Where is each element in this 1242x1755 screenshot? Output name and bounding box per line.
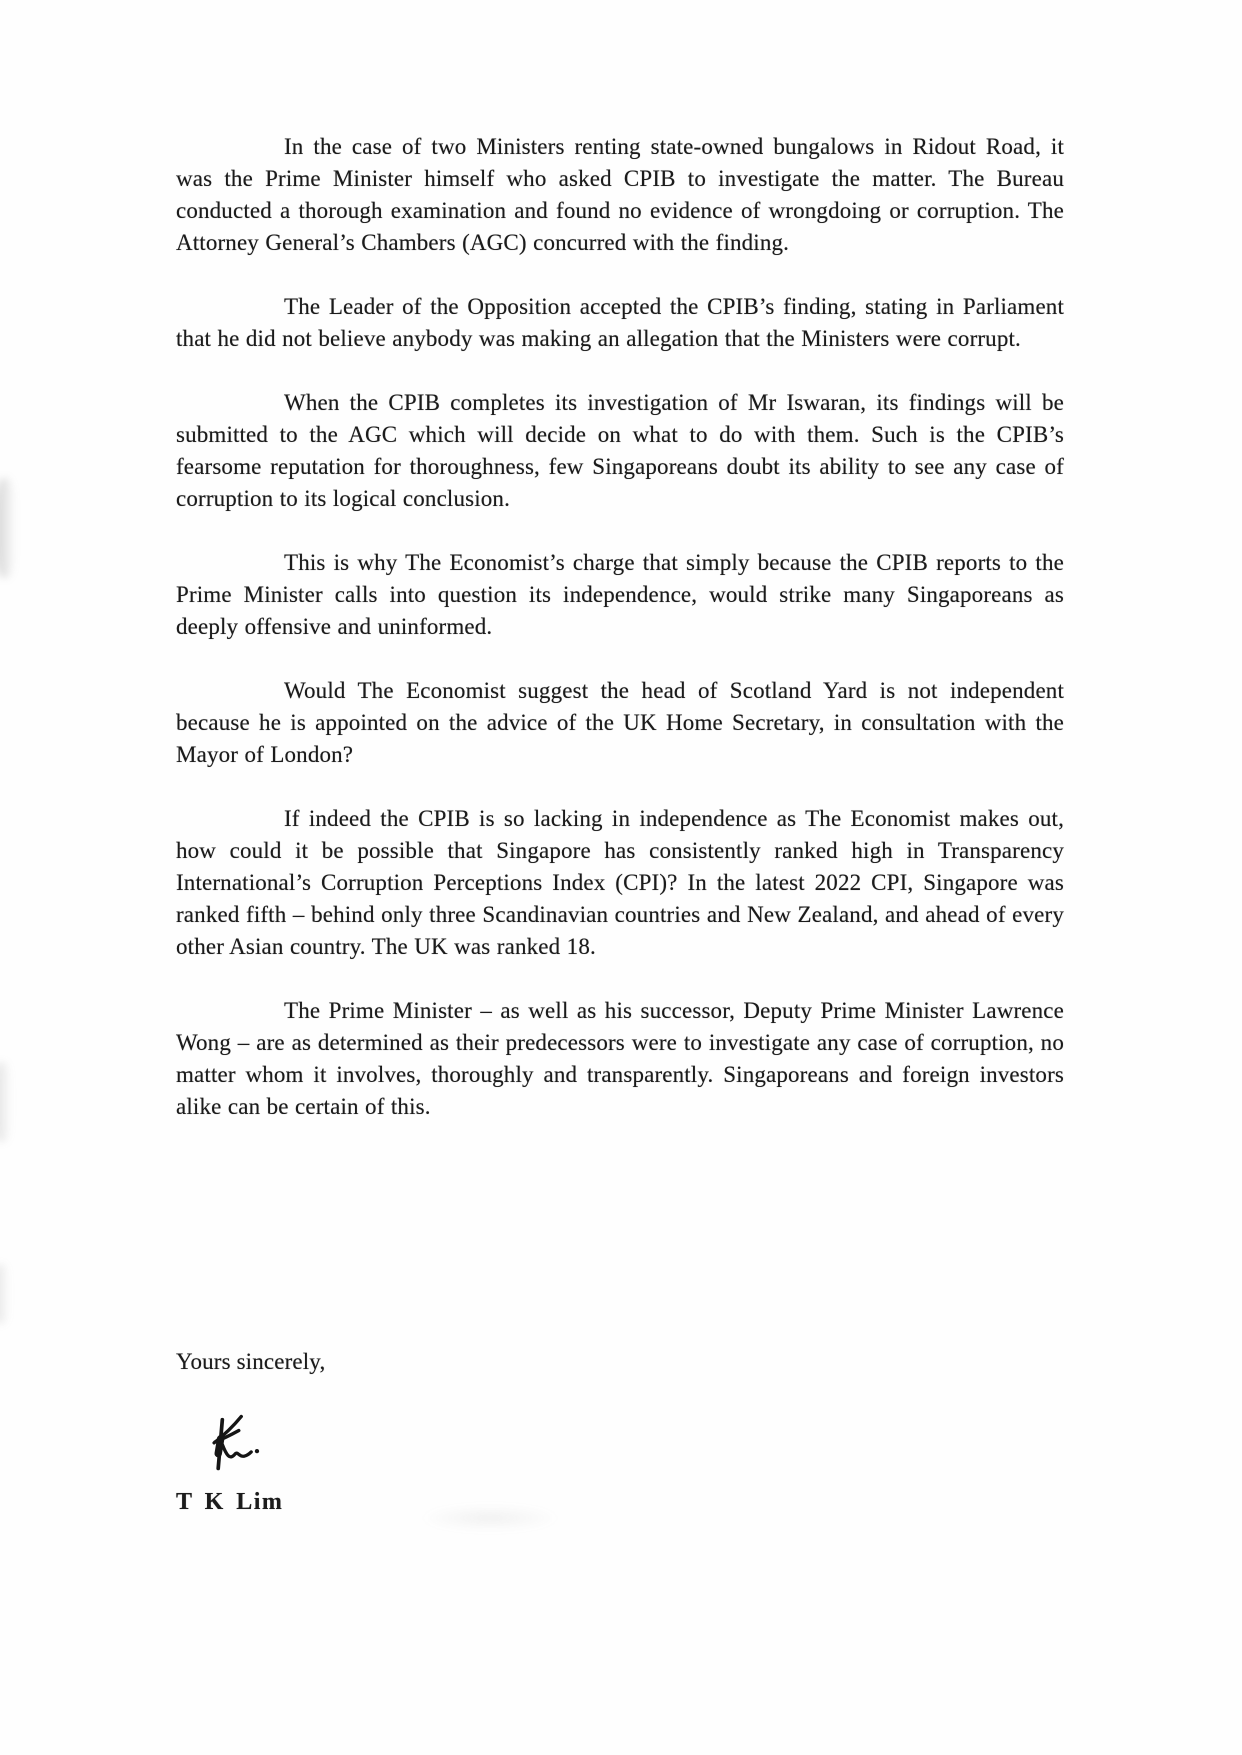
closing-salutation: Yours sincerely, — [176, 1349, 326, 1374]
letter-paragraph: If indeed the CPIB is so lacking in independence as The Economist makes out, how could it be possible that Singapore has consistently ranked high in Transparency International’s Corruption Perceptions Index (CPI)? In the latest 2022 CPI, Singapore was ranked fifth – behind only three Scandinavian countries and New Zealand, and ahead of every other Asian country. The UK was ranked 18. — [176, 806, 1064, 959]
letter-paragraph: This is why The Economist’s charge that simply because the CPIB reports to the Prime Minister calls into question its independence, would strike many Singaporeans as deeply offensive and uninformed. — [176, 550, 1064, 639]
signature-mark-icon — [196, 1414, 280, 1480]
scan-smudge — [0, 1264, 10, 1324]
scan-smudge — [420, 1505, 560, 1531]
letter-paragraph: Would The Economist suggest the head of Scotland Yard is not independent because he is appointed on the advice of the UK Home Secretary, in consultation with the Mayor of London? — [176, 678, 1064, 767]
letter-paragraph: The Prime Minister – as well as his successor, Deputy Prime Minister Lawrence Wong – are as determined as their predecessors were to investigate any case of corruption, no matter whom it involves, thoroughly and transparently. Singaporeans and foreign investors alike can be certain of this. — [176, 998, 1064, 1119]
signer-name: T K Lim — [176, 1489, 284, 1515]
letter-body — [176, 131, 1064, 1155]
scan-smudge — [0, 1062, 12, 1142]
letter-paragraph: When the CPIB completes its investigation of Mr Iswaran, its findings will be submitted to the AGC which will decide on what to do with them. Such is the CPIB’s fearsome reputation for thoroughness, few Singaporeans doubt its ability to see any case of corruption to its logical conclusion. — [176, 390, 1064, 511]
letter-paragraph: In the case of two Ministers renting state-owned bungalows in Ridout Road, it was the Prime Minister himself who asked CPIB to investigate the matter. The Bureau conducted a thorough examination and found no evidence of wrongdoing or corruption. The Attorney General’s Chambers (AGC) concurred with the finding. — [176, 134, 1064, 255]
letter-paragraph: The Leader of the Opposition accepted the CPIB’s finding, stating in Parliament that he did not believe anybody was making an allegation that the Ministers were corrupt. — [176, 294, 1064, 351]
scan-smudge — [0, 478, 16, 578]
